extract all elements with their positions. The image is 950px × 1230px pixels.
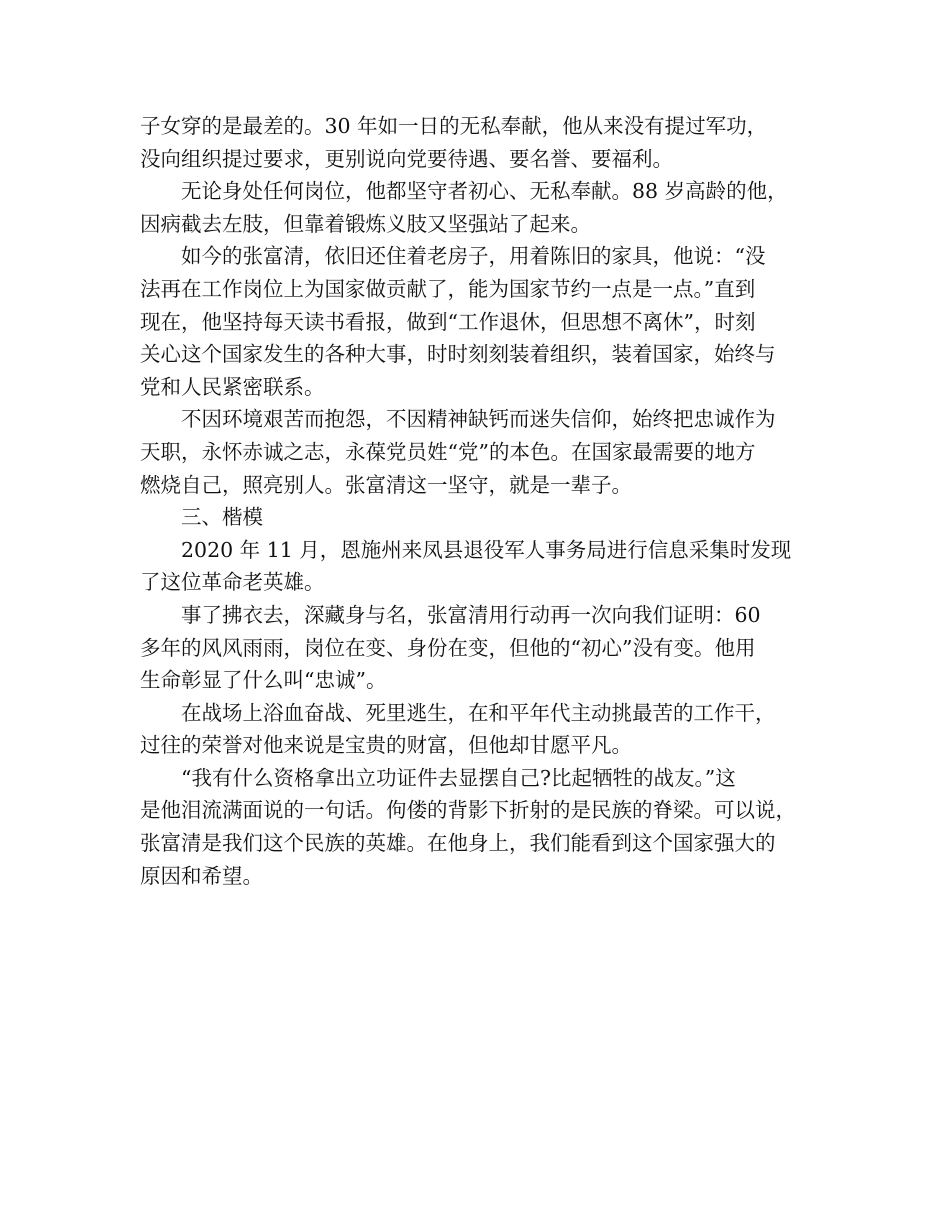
text-line: 了这位革命老英雄。	[140, 570, 325, 595]
text-line: 原因和希望。	[140, 863, 263, 888]
text-line: 子女穿的是最差的。30 年如一日的无私奉献，他从来没有提过军功，	[140, 114, 768, 138]
text-line: 法再在工作岗位上为国家做贡献了，能为国家节约一点是一点。”直到	[140, 276, 756, 301]
text-line: 没向组织提过要求，更别说向党要待遇、要名誉、要福利。	[140, 146, 673, 171]
text-line: 如今的张富清，依旧还住着老房子，用着陈旧的家具，他说：“没	[181, 244, 766, 269]
text-line: 党和人民紧密联系。	[140, 374, 325, 399]
text-line: 事了拂衣去，深藏身与名，张富清用行动再一次向我们证明：60	[181, 602, 761, 627]
document-body	[140, 110, 830, 892]
text-line: 生命彰显了什么叫“忠诚”。	[140, 668, 387, 693]
text-line: 天职，永怀赤诚之志，永葆党员姓“党”的本色。在国家最需要的地方	[140, 439, 756, 464]
text-line: 因病截去左肢，但靠着锻炼义肢又坚强站了起来。	[140, 211, 591, 236]
text-line: 张富清是我们这个民族的英雄。在他身上，我们能看到这个国家强大的	[140, 831, 776, 856]
text-line: 无论身处任何岗位，他都坚守者初心、无私奉献。88 岁高龄的他，	[181, 179, 788, 204]
text-line: 不因环境艰苦而抱怨，不因精神缺钙而迷失信仰，始终把忠诚作为	[181, 407, 776, 432]
section-heading: 三、楷模	[181, 505, 263, 530]
text-line: 在战场上浴血奋战、死里逃生，在和平年代主动挑最苦的工作干，	[181, 700, 776, 725]
text-line: 关心这个国家发生的各种大事，时时刻刻装着组织，装着国家，始终与	[140, 342, 776, 367]
text-line: 是他泪流满面说的一句话。佝偻的背影下折射的是民族的脊梁。可以说，	[140, 798, 796, 823]
text-line: 燃烧自己，照亮别人。张富清这一坚守，就是一辈子。	[140, 472, 632, 497]
text-line: 2020 年 11 月，恩施州来凤县退役军人事务局进行信息采集时发现	[181, 537, 792, 562]
text-line: 现在，他坚持每天读书看报，做到“工作退休，但思想不离休”，时刻	[140, 309, 756, 334]
text-line: 过往的荣誉对他来说是宝贵的财富，但他却甘愿平凡。	[140, 733, 632, 758]
text-line: “我有什么资格拿出立功证件去显摆自己?比起牺牲的战友。”这	[181, 765, 736, 790]
text-line: 多年的风风雨雨，岗位在变、身份在变，但他的“初心”没有变。他用	[140, 635, 756, 660]
